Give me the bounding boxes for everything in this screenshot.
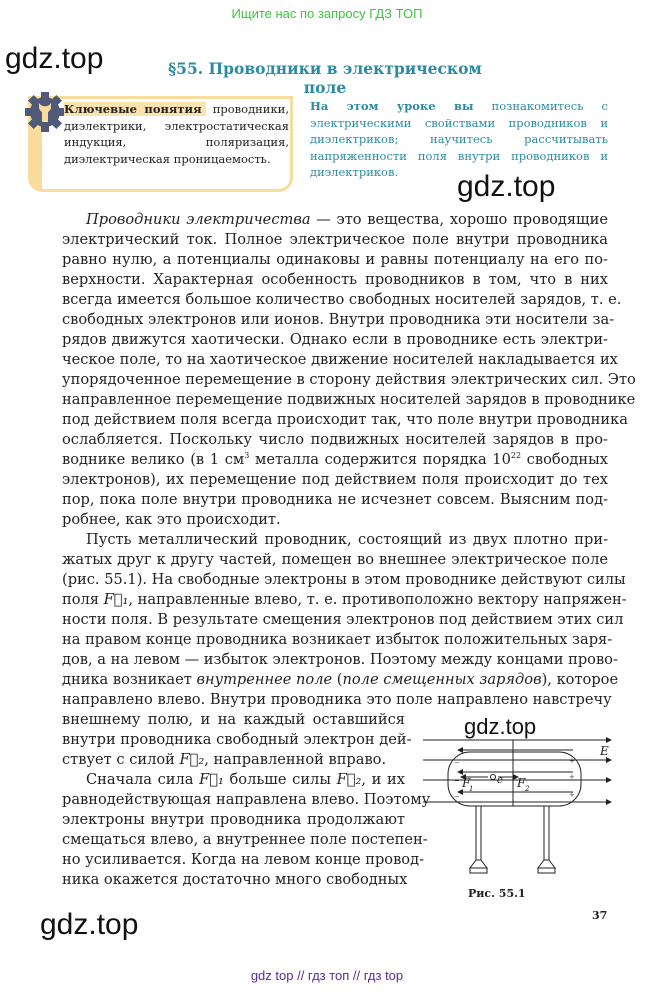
watermark: gdz.top xyxy=(5,42,104,75)
svg-text:+: + xyxy=(569,773,575,781)
text-segment: Сначала сила xyxy=(86,771,200,788)
text-line xyxy=(62,390,636,410)
text-segment: , направленные влево, т. е. противоположно вектору напряжен- xyxy=(128,591,627,608)
text-segment: — это вещества, хорошо проводящие xyxy=(310,211,608,228)
text-segment: равно нулю, а потенциалы одинаковы и равны потенциалу на его по- xyxy=(62,251,608,268)
text-segment: но усиливается. Когда на левом конце провод- xyxy=(62,851,425,868)
text-segment: жатых друг к другу частей, помещен во внешнее электрическое поле xyxy=(62,551,608,568)
text-segment: ослабляется. Поскольку число подвижных носителей зарядов в про- xyxy=(62,431,608,448)
text-line xyxy=(62,810,405,830)
text-line xyxy=(86,770,405,790)
text-line xyxy=(86,530,608,550)
label-e: e xyxy=(497,775,503,786)
text-segment: ника окажется достаточно много свободных xyxy=(62,871,408,888)
watermark: gdz.top xyxy=(457,170,556,203)
text-segment: дника возникает xyxy=(62,671,197,688)
text-segment: направлено влево. Внутри проводника это поле направлено навстречу xyxy=(62,691,612,708)
emphasis-text: F⃗₂ xyxy=(336,771,362,788)
text-line xyxy=(62,730,412,750)
footer-links[interactable]: gdz top // гдз топ // гдз top xyxy=(250,968,404,983)
text-line xyxy=(62,590,627,610)
key-concepts-label: Ключевые понятия xyxy=(64,102,206,116)
text-line xyxy=(62,430,608,450)
text-line xyxy=(62,450,608,470)
text-segment: на правом конце проводника возникает избыток положительных заря- xyxy=(62,631,613,648)
emphasis-text: F⃗₁ xyxy=(103,591,129,608)
key-concepts-list: проводники, диэлектрики, электростатическая индукция, поляризация, диэлектрическая проницаемость. xyxy=(64,102,289,166)
key-concepts-text xyxy=(64,101,289,167)
text-line xyxy=(62,830,428,850)
text-line xyxy=(62,570,626,590)
label-F1-sub: 1 xyxy=(469,785,474,793)
text-line xyxy=(62,350,618,370)
text-segment: внешнему полю, и на каждый оставшийся xyxy=(62,711,405,728)
search-banner[interactable]: Ищите нас по запросу ГДЗ ТОП xyxy=(231,6,423,21)
text-segment: направленное перемещение подвижных носителей зарядов в проводнике xyxy=(62,391,636,408)
text-segment: равнодействующая направлена влево. Поэтому xyxy=(62,791,431,808)
page-title: §55. Проводники в электрическом поле xyxy=(168,59,482,97)
text-line xyxy=(62,230,608,250)
text-segment: пор, пока поле внутри проводника не исчезнет совсем. Выясним под- xyxy=(62,491,608,508)
text-segment: рядов движутся хаотически. Однако если в проводнике есть электри- xyxy=(62,331,608,348)
text-segment: электроны внутри проводника продолжают xyxy=(62,811,405,828)
emphasis-text: поле смещенных зарядов xyxy=(342,671,542,688)
text-line xyxy=(62,690,612,710)
text-line xyxy=(62,650,618,670)
text-line xyxy=(62,750,405,770)
label-F1: F xyxy=(462,776,471,790)
text-line xyxy=(62,630,613,650)
text-segment: 22 xyxy=(510,451,522,460)
text-line xyxy=(62,410,628,430)
text-segment: под действием поля всегда происходит так, что поле внутри проводника xyxy=(62,411,628,428)
text-segment: всегда имеется большое количество свободных носителей зарядов, т. е. xyxy=(62,291,622,308)
text-line xyxy=(62,370,636,390)
text-line xyxy=(62,850,425,870)
intro-lead: На этом уроке вы xyxy=(310,99,474,113)
page-number: 37 xyxy=(592,909,608,922)
text-segment: дов, а на левом — избыток электронов. Поэтому между концами прово- xyxy=(62,651,618,668)
text-segment: металла содержится порядка 10 xyxy=(249,451,511,468)
text-segment: электронов), их перемещение под действием поля происходит до тех xyxy=(62,471,608,488)
text-segment: электрический ток. Полное электрическое поле внутри проводника xyxy=(62,231,608,248)
text-segment: воднике велико (в 1 см xyxy=(62,451,245,468)
text-line xyxy=(62,550,608,570)
gear-wrench-icon xyxy=(24,91,66,133)
text-line xyxy=(62,710,405,730)
text-line xyxy=(62,870,408,890)
text-segment: свободных электронов или ионов. Внутри проводника эти носители за- xyxy=(62,311,615,328)
text-line xyxy=(62,490,608,510)
text-line xyxy=(62,290,622,310)
figure-caption: Рис. 55.1 xyxy=(468,887,526,900)
svg-text:+: + xyxy=(569,757,575,765)
figure-conductor-in-field xyxy=(418,735,613,885)
emphasis-text: Проводники электричества xyxy=(86,211,311,228)
text-segment: верхности. Характерная особенность проводников в том, что в них xyxy=(62,271,608,288)
text-segment: поля xyxy=(62,591,104,608)
emphasis-text: внутреннее поле xyxy=(196,671,333,688)
text-line xyxy=(62,610,624,630)
text-segment: , и их xyxy=(361,771,405,788)
text-segment: робнее, как это происходит. xyxy=(62,511,281,528)
text-segment: ческое поле, то на хаотическое движение носителей накладывается их xyxy=(62,351,618,368)
svg-text:−: − xyxy=(454,793,460,801)
svg-text:−: − xyxy=(454,759,460,767)
text-line xyxy=(62,250,608,270)
lesson-intro xyxy=(310,98,608,181)
text-segment: (рис. 55.1). На свободные электроны в этом проводнике действуют силы xyxy=(62,571,626,588)
text-segment: ствует с силой xyxy=(62,751,180,768)
svg-text:+: + xyxy=(569,791,575,799)
text-line xyxy=(62,790,431,810)
text-segment: ( xyxy=(332,671,343,688)
watermark: gdz.top xyxy=(464,714,537,739)
text-segment: ности поля. В результате смещения электронов под действием этих сил xyxy=(62,611,624,628)
text-line xyxy=(86,210,608,230)
text-line xyxy=(62,510,608,530)
text-line xyxy=(62,330,608,350)
watermark: gdz.top xyxy=(40,908,139,941)
label-E: E xyxy=(600,744,609,758)
emphasis-text: F⃗₁ xyxy=(199,771,224,788)
text-segment: внутри проводника свободный электрон дей- xyxy=(62,731,412,748)
text-line xyxy=(62,470,608,490)
text-segment: ), которое xyxy=(541,671,619,688)
text-segment: смещаться влево, а внутреннее поле постепен- xyxy=(62,831,428,848)
label-F2: F xyxy=(517,776,526,790)
text-line xyxy=(62,670,619,690)
text-segment: больше силы xyxy=(223,771,337,788)
text-line xyxy=(62,270,608,290)
text-segment: , направленной вправо. xyxy=(204,751,387,768)
svg-text:−: − xyxy=(454,777,460,785)
emphasis-text: F⃗₂ xyxy=(179,751,205,768)
intro-text: познакомитесь с электрическими свойствами проводников и диэлектриков; научитесь рассчитывать напряженности поля внутри проводников и диэлектриков. xyxy=(310,99,608,180)
text-segment: 3 xyxy=(244,451,250,460)
label-F2-sub: 2 xyxy=(525,785,530,793)
text-segment: упорядоченное перемещение в сторону действия электрических сил. Это xyxy=(62,371,636,388)
text-segment: свободных xyxy=(521,451,608,468)
text-segment: Пусть металлический проводник, состоящий из двух плотно при- xyxy=(86,531,608,548)
text-line xyxy=(62,310,615,330)
